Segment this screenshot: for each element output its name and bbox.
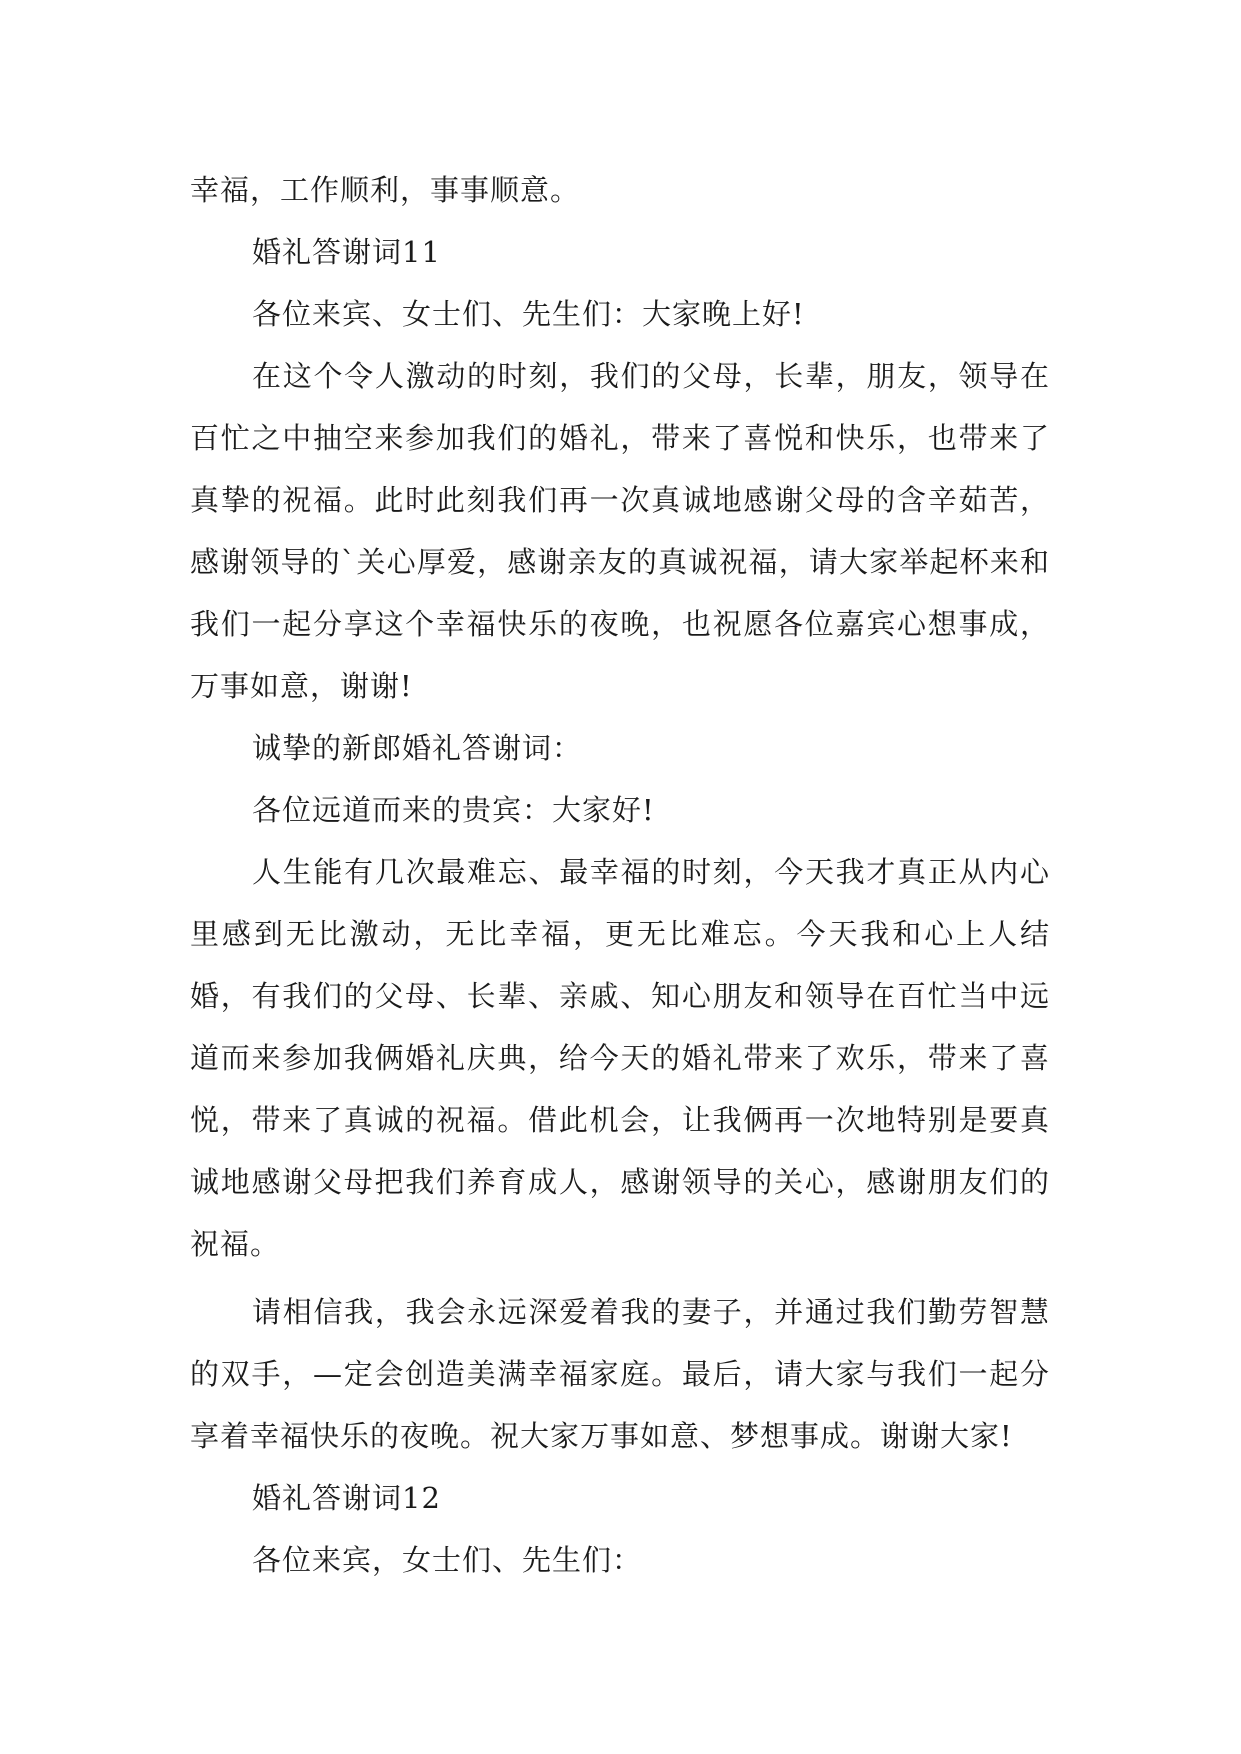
body-paragraph: 人生能有几次最难忘、最幸福的时刻，今天我才真正从内心里感到无比激动，无比幸福，更无比难忘。今天我和心上人结婚，有我们的父母、长辈、亲戚、知心朋友和领导在百忙当中远道而来参加我俩婚礼庆典，给今天的婚礼带来了欢乐，带来了喜悦，带来了真诚的祝福。借此机会，让我俩再一次地特别是要真诚地感谢父母把我们养育成人，感谢领导的关心，感谢朋友们的祝福。 [190, 855, 1050, 1261]
salutation-paragraph: 各位来宾，女士们、先生们： [252, 1543, 643, 1577]
document-body [190, 159, 1050, 1591]
subheading-paragraph: 诚挚的新郎婚礼答谢词： [252, 731, 583, 765]
body-paragraph: 请相信我，我会永远深爱着我的妻子，并通过我们勤劳智慧的双手，—定会创造美满幸福家庭。最后，请大家与我们一起分享着幸福快乐的夜晚。祝大家万事如意、梦想事成。谢谢大家! [190, 1295, 1050, 1453]
section-heading-12: 婚礼答谢词12 [252, 1481, 441, 1515]
section-heading-11: 婚礼答谢词11 [252, 235, 441, 269]
body-paragraph: 在这个令人激动的时刻，我们的父母，长辈，朋友，领导在百忙之中抽空来参加我们的婚礼，带来了喜悦和快乐，也带来了真挚的祝福。此时此刻我们再一次真诚地感谢父母的含辛茹苦，感谢领导的`关心厚爱，感谢亲友的真诚祝福，请大家举起杯来和我们一起分享这个幸福快乐的夜晚，也祝愿各位嘉宾心想事成，万事如意，谢谢! [190, 359, 1050, 703]
continued-paragraph: 幸福，工作顺利，事事顺意。 [190, 173, 581, 207]
salutation-paragraph: 各位来宾、女士们、先生们：大家晚上好! [252, 297, 805, 331]
salutation-paragraph: 各位远道而来的贵宾：大家好! [252, 793, 655, 827]
